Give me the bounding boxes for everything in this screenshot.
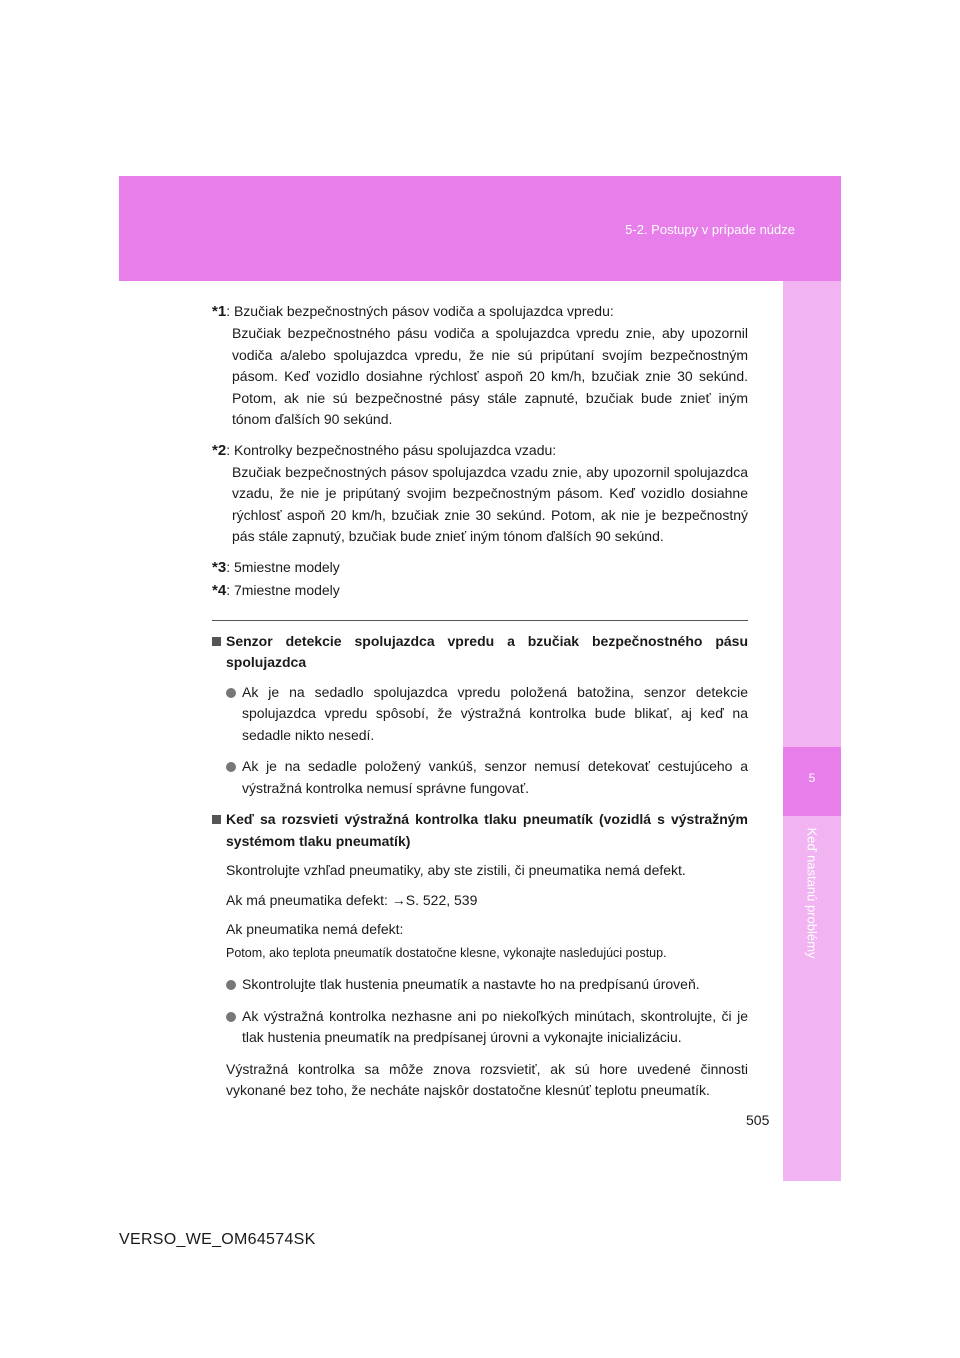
footnote-title: : Bzučiak bezpečnostných pásov vodiča a spolujazdca vpredu: <box>226 303 614 319</box>
section-title-text: Senzor detekcie spolujazdca vpredu a bzučiak bezpečnostného pásu spolujazdca <box>226 632 748 670</box>
footnote-title: : 5miestne modely <box>226 558 340 575</box>
footnote-marker: *3 <box>212 558 227 576</box>
square-bullet-icon <box>212 637 221 646</box>
bullet-item <box>212 682 748 747</box>
chapter-tab <box>783 747 841 816</box>
section-header-title: 5-2. Postupy v prípade núdze <box>625 222 795 237</box>
square-bullet-icon <box>212 815 221 824</box>
footnote-marker: *4 <box>212 581 227 599</box>
section-divider <box>212 620 748 621</box>
round-bullet-icon <box>226 1012 236 1022</box>
footnote-3 <box>212 556 748 579</box>
bullet-text: Ak výstražná kontrolka nezhasne ani po niekoľkých minútach, skontrolujte, či je tlak hustenia pneumatík na predpísanej úrovni a vykonajte inicializáciu. <box>242 1007 748 1045</box>
document-code: VERSO_WE_OM64574SK <box>119 1231 316 1248</box>
footnote-4 <box>212 579 748 602</box>
header-band <box>119 176 841 281</box>
bullet-item <box>212 1006 748 1049</box>
round-bullet-icon <box>226 762 236 772</box>
section-title-text: Keď sa rozsvieti výstražná kontrolka tlaku pneumatík (vozidlá s výstražným systémom tlaku pneumatík) <box>226 811 748 849</box>
footnote-body: Bzučiak bezpečnostných pásov spolujazdca vzadu znie, aby upozornil spolujazdca vzadu, že nie je pripútaný svojim bezpečnostným pásom. Keď vozidlo dosiahne rýchlosť aspoň 20 km/h, bzučiak znie 30 sekúnd. Potom, ak nie je bezpečnostný pás stále zapnutý, bzučiak bude znieť iným tónom ďalších 90 sekúnd. <box>232 463 748 544</box>
bullet-item <box>212 756 748 799</box>
footnote-1 <box>212 300 748 431</box>
round-bullet-icon <box>226 980 236 990</box>
footnote-marker: *2 <box>212 441 227 459</box>
paragraph: Potom, ako teplota pneumatík dostatočne klesne, vykonajte nasledujúci postup. <box>226 945 667 960</box>
chapter-number: 5 <box>808 771 816 785</box>
paragraph-page-reference: Ak má pneumatika defekt: →S. 522, 539 <box>226 891 478 908</box>
section-title-passenger-sensor <box>212 631 748 674</box>
paragraph: Ak pneumatika nemá defekt: <box>226 921 404 937</box>
footnote-body: Bzučiak bezpečnostného pásu vodiča a spolujazdca vpredu znie, aby upozornil vodiča a/alebo spolujazdca vpredu, že nie sú pripútaní svojím bezpečnostným pásom. Keď vozidlo dosiahne rýchlosť aspoň 20 km/h, bzučiak znie 30 sekúnd. Potom, ak nie sú bezpečnostné pásy stále zapnuté, bzučiak bude znieť iným tónom ďalších 90 sekúnd. <box>232 325 748 427</box>
side-strip <box>783 281 841 1181</box>
bullet-text: Skontrolujte tlak hustenia pneumatík a nastavte ho na predpísanú úroveň. <box>242 976 700 992</box>
footnote-2 <box>212 439 748 548</box>
footnote-title: : Kontrolky bezpečnostného pásu spolujazdca vzadu: <box>226 441 557 458</box>
footnote-marker: *1 <box>212 303 227 320</box>
page-content <box>212 300 748 1110</box>
bullet-item <box>212 974 748 996</box>
paragraph: Skontrolujte vzhľad pneumatiky, aby ste zistili, či pneumatika nemá defekt. <box>226 862 686 878</box>
footnote-title: : 7miestne modely <box>226 581 340 598</box>
bullet-text: Ak je na sedadle položený vankúš, senzor nemusí detekovať cestujúceho a výstražná kontrolka nemusí správne fungovať. <box>242 758 748 796</box>
round-bullet-icon <box>226 688 236 698</box>
section-title-tire-pressure <box>212 809 748 852</box>
paragraph: Výstražná kontrolka sa môže znova rozsvietiť, ak sú hore uvedené činnosti vykonané bez toho, že necháte najskôr dostatočne klesnúť teplotu pneumatík. <box>226 1060 748 1098</box>
bullet-text: Ak je na sedadlo spolujazdca vpredu položená batožina, senzor detekcie spolujazdca vpredu spôsobí, že výstražná kontrolka bude blikať, aj keď na sedadle nikto nesedí. <box>242 683 748 743</box>
chapter-label: Keď nastanú problémy <box>804 827 820 959</box>
page-number: 505 <box>746 1112 770 1128</box>
